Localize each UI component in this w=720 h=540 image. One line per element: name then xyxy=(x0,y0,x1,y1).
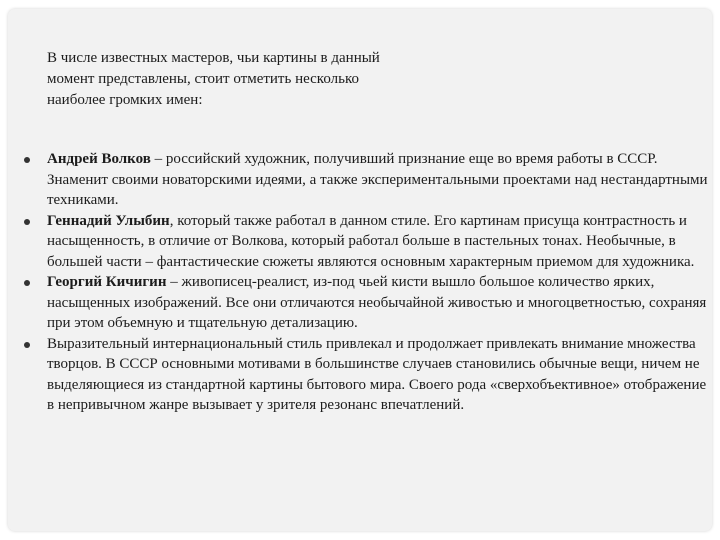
bullet-icon xyxy=(24,157,30,163)
list-item xyxy=(24,211,710,273)
list-item xyxy=(24,334,710,416)
intro-line: момент представлены, стоит отметить несколько xyxy=(47,71,359,87)
artist-name: Андрей Волков xyxy=(47,151,151,167)
list-item xyxy=(24,272,710,334)
list-item xyxy=(24,149,710,211)
artist-name: Георгий Кичигин xyxy=(47,274,167,290)
style-description: Выразительный интернациональный стиль привлекал и продолжает привлекать внимание множества творцов. В СССР основными мотивами в большинстве случаев становились обычные вещи, ничем не выделяющиеся из стандартной картины бытового мира. Своего рода «сверхобъективное» отображение в непривычном жанре вызывает у зрителя резонанс впечатлений. xyxy=(47,335,707,413)
bullet-icon xyxy=(24,342,30,348)
artist-list xyxy=(24,149,710,416)
intro-line: В числе известных мастеров, чьи картины в данный xyxy=(47,50,380,66)
intro-paragraph xyxy=(47,48,467,111)
intro-line: наиболее громких имен: xyxy=(47,92,203,108)
artist-description: – живописец-реалист, из-под чьей кисти вышло большое количество ярких, насыщенных изображений. Все они отличаются необычайной живостью и многоцветностью, сохраняя при этом объемную и тщательную детализацию. xyxy=(47,274,707,331)
artist-description: – российский художник, получивший признание еще во время работы в СССР. Знаменит своими новаторскими идеями, а также экспериментальными проектами над нестандартными техниками. xyxy=(47,151,708,208)
artist-name: Геннадий Улыбин xyxy=(47,212,170,229)
artist-description: , который также работал в данном стиле. Его картинам присуща контрастность и насыщенность, в отличие от Волкова, который работал больше в пастельных тонах. Необычные, в большей части – фантастические сюжеты являются основным характерным приемом для художника. xyxy=(47,212,695,270)
slide xyxy=(8,9,712,531)
bullet-icon xyxy=(24,280,30,286)
bullet-icon xyxy=(24,219,30,225)
